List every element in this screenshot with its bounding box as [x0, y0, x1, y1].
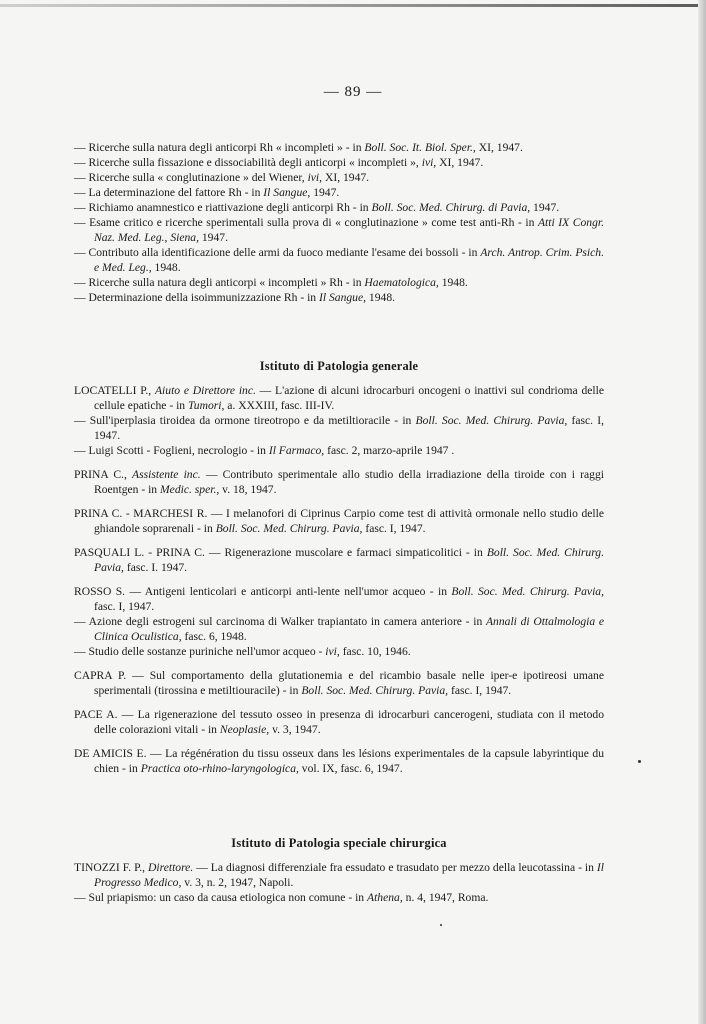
citation-text: CAPRA P. — Sul comportamento della glutationemia e del ricambio basale nelle iper-e ipotireosi umane sperimentali (tirossina e metiltiouracile) - in [74, 669, 604, 697]
citation-source: Atti IX Congr. Naz. Med. Leg., Siena, [94, 216, 604, 244]
citation-text: — Ricerche sulla « conglutinazione » del Wiener, [74, 171, 308, 184]
citation-source: Boll. Soc. Med. Chirurg. Pavia, [215, 522, 363, 535]
citation-text: fasc. I. 1947. [123, 561, 188, 574]
publication-entry [74, 290, 604, 305]
publication-entry [74, 185, 604, 200]
citation-source: Il Farmaco, [268, 444, 325, 457]
publication-list-patologia-generale [74, 383, 604, 776]
citation-text: fasc. 2, marzo-aprile 1947 . [324, 444, 455, 457]
citation-text: LOCATELLI P., [74, 384, 155, 397]
citation-text: PASQUALI L. - PRINA C. — Rigenerazione muscolare e farmaci simpaticolitici - in [74, 546, 487, 559]
citation-source: Il Progresso Medico, [94, 861, 604, 889]
citation-source: Boll. Soc. Med. Chirurg. di Pavia, [371, 201, 531, 214]
citation-text: — Richiamo anamnestico e riattivazione degli anticorpi Rh - in [74, 201, 372, 214]
publication-entry [74, 545, 604, 575]
publication-entry [74, 383, 604, 413]
citation-text: — Sul priapismo: un caso da causa etiologica non comune - in [74, 891, 367, 904]
citation-text: PACE A. — La rigenerazione del tessuto osseo in presenza di idrocarburi cancerogeni, studiata con il metodo delle colorazioni vitali - in [74, 708, 604, 736]
publication-list-continued [74, 140, 604, 305]
citation-text: vol. IX, fasc. 6, 1947. [298, 762, 403, 775]
citation-source: Boll. Soc. It. Biol. Sper., [364, 141, 476, 154]
citation-source: Boll. Soc. Med. Chirurg. Pavia, [415, 414, 568, 427]
citation-text: — Esame critico e ricerche sperimentali sulla prova di « conglutinazione » come test anti-Rh - in [74, 216, 538, 229]
citation-source: Boll. Soc. Med. Chirurg. Pavia, [301, 684, 449, 697]
publication-entry [74, 155, 604, 170]
citation-text: — La determinazione del fattore Rh - in [74, 186, 264, 199]
publication-entry [74, 584, 604, 614]
citation-text: v. 3, 1947. [269, 723, 321, 736]
publication-entry [74, 890, 604, 905]
scan-right-edge [698, 0, 706, 1024]
citation-source: Il Sangue, [263, 186, 311, 199]
citation-text: fasc. 6, 1948. [181, 630, 247, 643]
citation-text: — Sull'iperplasia tiroidea da ormone tireotropo e da metiltioracile - in [74, 414, 416, 427]
citation-text: DE AMICIS E. — La régénération du tissu osseux dans les lésions experimentales de la capsule labyrintique du chien - in [74, 747, 604, 775]
citation-text: — Ricerche sulla natura degli anticorpi Rh « incompleti » - in [74, 141, 365, 154]
citation-text: XI, 1947. [322, 171, 370, 184]
citation-source: Boll. Soc. Med. Chirurg. Pavia, [451, 585, 604, 598]
publication-entry [74, 170, 604, 185]
publication-entry [74, 644, 604, 659]
publication-entry [74, 707, 604, 737]
citation-text: fasc. I, 1947. [94, 600, 155, 613]
citation-text: — Contributo alla identificazione delle armi da fuoco mediante l'esame dei bossoli - in [74, 246, 481, 259]
citation-source: ivi, [421, 156, 437, 169]
publication-entry [74, 245, 604, 275]
citation-text: fasc. I, 1947. [94, 414, 604, 442]
citation-text: 1948. [366, 291, 396, 304]
publication-entry [74, 668, 604, 698]
citation-text: 1947. [198, 231, 228, 244]
publication-entry [74, 506, 604, 536]
citation-text: — Azione degli estrogeni sul carcinoma di Walker trapiantato in camera anteriore - in [74, 615, 486, 628]
citation-text: PRINA C. - MARCHESI R. — I melanofori di Ciprinus Carpio come test di attività ormonale nello studio delle ghiandole soprarenali - in [74, 507, 604, 535]
publication-entry [74, 140, 604, 155]
citation-source: Athena, [367, 891, 403, 904]
citation-text: n. 4, 1947, Roma. [402, 891, 489, 904]
citation-source: Aiuto e Direttore inc. [154, 384, 256, 397]
citation-source: ivi, [325, 645, 340, 658]
citation-text: — L'azione di alcuni idrocarburi oncogeni o inattivi sul condrioma delle cellule epatiche - in [94, 384, 604, 412]
citation-text: 1947. [310, 186, 340, 199]
citation-text: a. XXXIII, fasc. III-IV. [224, 399, 335, 412]
citation-source: Direttore. [148, 861, 194, 874]
citation-text: v. 18, 1947. [219, 483, 277, 496]
citation-text: PRINA C., [74, 468, 133, 481]
citation-text: XI, 1947. [436, 156, 484, 169]
citation-source: Neoplasie, [219, 723, 270, 736]
citation-source: Assistente inc. [132, 468, 201, 481]
publication-entry [74, 746, 604, 776]
scan-speck [440, 924, 442, 926]
citation-source: Boll. Soc. Med. Chirurg. Pavia, [94, 546, 604, 574]
citation-text: TINOZZI F. P., [74, 861, 149, 874]
publication-entry [74, 200, 604, 215]
citation-text: — Determinazione della isoimmunizzazione Rh - in [74, 291, 320, 304]
publication-entry [74, 215, 604, 245]
publication-entry [74, 275, 604, 290]
scan-speck [638, 760, 641, 763]
citation-text: — Ricerche sulla natura degli anticorpi « incompleti » Rh - in [74, 276, 365, 289]
citation-text: fasc. I, 1947. [362, 522, 426, 535]
citation-text: — Contributo sperimentale allo studio della irradiazione della tiroide con i raggi Roentgen - in [94, 468, 604, 496]
citation-text: — La diagnosi differenziale fra essudato e trasudato per mezzo della leucotassina - in [193, 861, 597, 874]
citation-text: — Ricerche sulla fissazione e dissociabilità degli anticorpi « incompleti », [74, 156, 422, 169]
publication-entry [74, 860, 604, 890]
citation-source: Medic. sper., [160, 483, 220, 496]
citation-source: Il Sangue, [319, 291, 367, 304]
publication-entry [74, 614, 604, 644]
publication-list-patologia-speciale-chirurgica [74, 860, 604, 905]
citation-text: — Studio delle sostanze puriniche nell'umor acqueo - [74, 645, 326, 658]
citation-text: 1947. [530, 201, 560, 214]
page-number: — 89 — [323, 84, 383, 100]
publication-entry [74, 467, 604, 497]
citation-text: — Luigi Scotti - Foglieni, necrologio - in [74, 444, 269, 457]
citation-source: Haematologica, [364, 276, 439, 289]
publication-entry [74, 443, 604, 458]
citation-text: 1948. [151, 261, 181, 274]
citation-source: Tumori, [188, 399, 225, 412]
citation-source: Arch. Antrop. Crim. Psich. e Med. Leg., [94, 246, 604, 274]
citation-text: XI, 1947. [475, 141, 523, 154]
citation-source: ivi, [307, 171, 323, 184]
publication-entry [74, 413, 604, 443]
citation-text: v. 3, n. 2, 1947, Napoli. [181, 876, 294, 889]
citation-source: Annali di Ottalmologia e Clinica Oculistica, [94, 615, 605, 643]
citation-text: 1948. [438, 276, 468, 289]
citation-source: Practica oto-rhino-laryngologica, [140, 762, 299, 775]
section-heading-patologia-generale: Istituto di Patologia generale [259, 359, 419, 373]
scan-top-edge [0, 4, 706, 7]
citation-text: fasc. I, 1947. [448, 684, 512, 697]
citation-text: fasc. 10, 1946. [339, 645, 411, 658]
citation-text: ROSSO S. — Antigeni lenticolari e anticorpi anti-lente nell'umor acqueo - in [74, 585, 452, 598]
section-heading-patologia-speciale-chirurgica: Istituto di Patologia speciale chirurgica [231, 836, 447, 850]
